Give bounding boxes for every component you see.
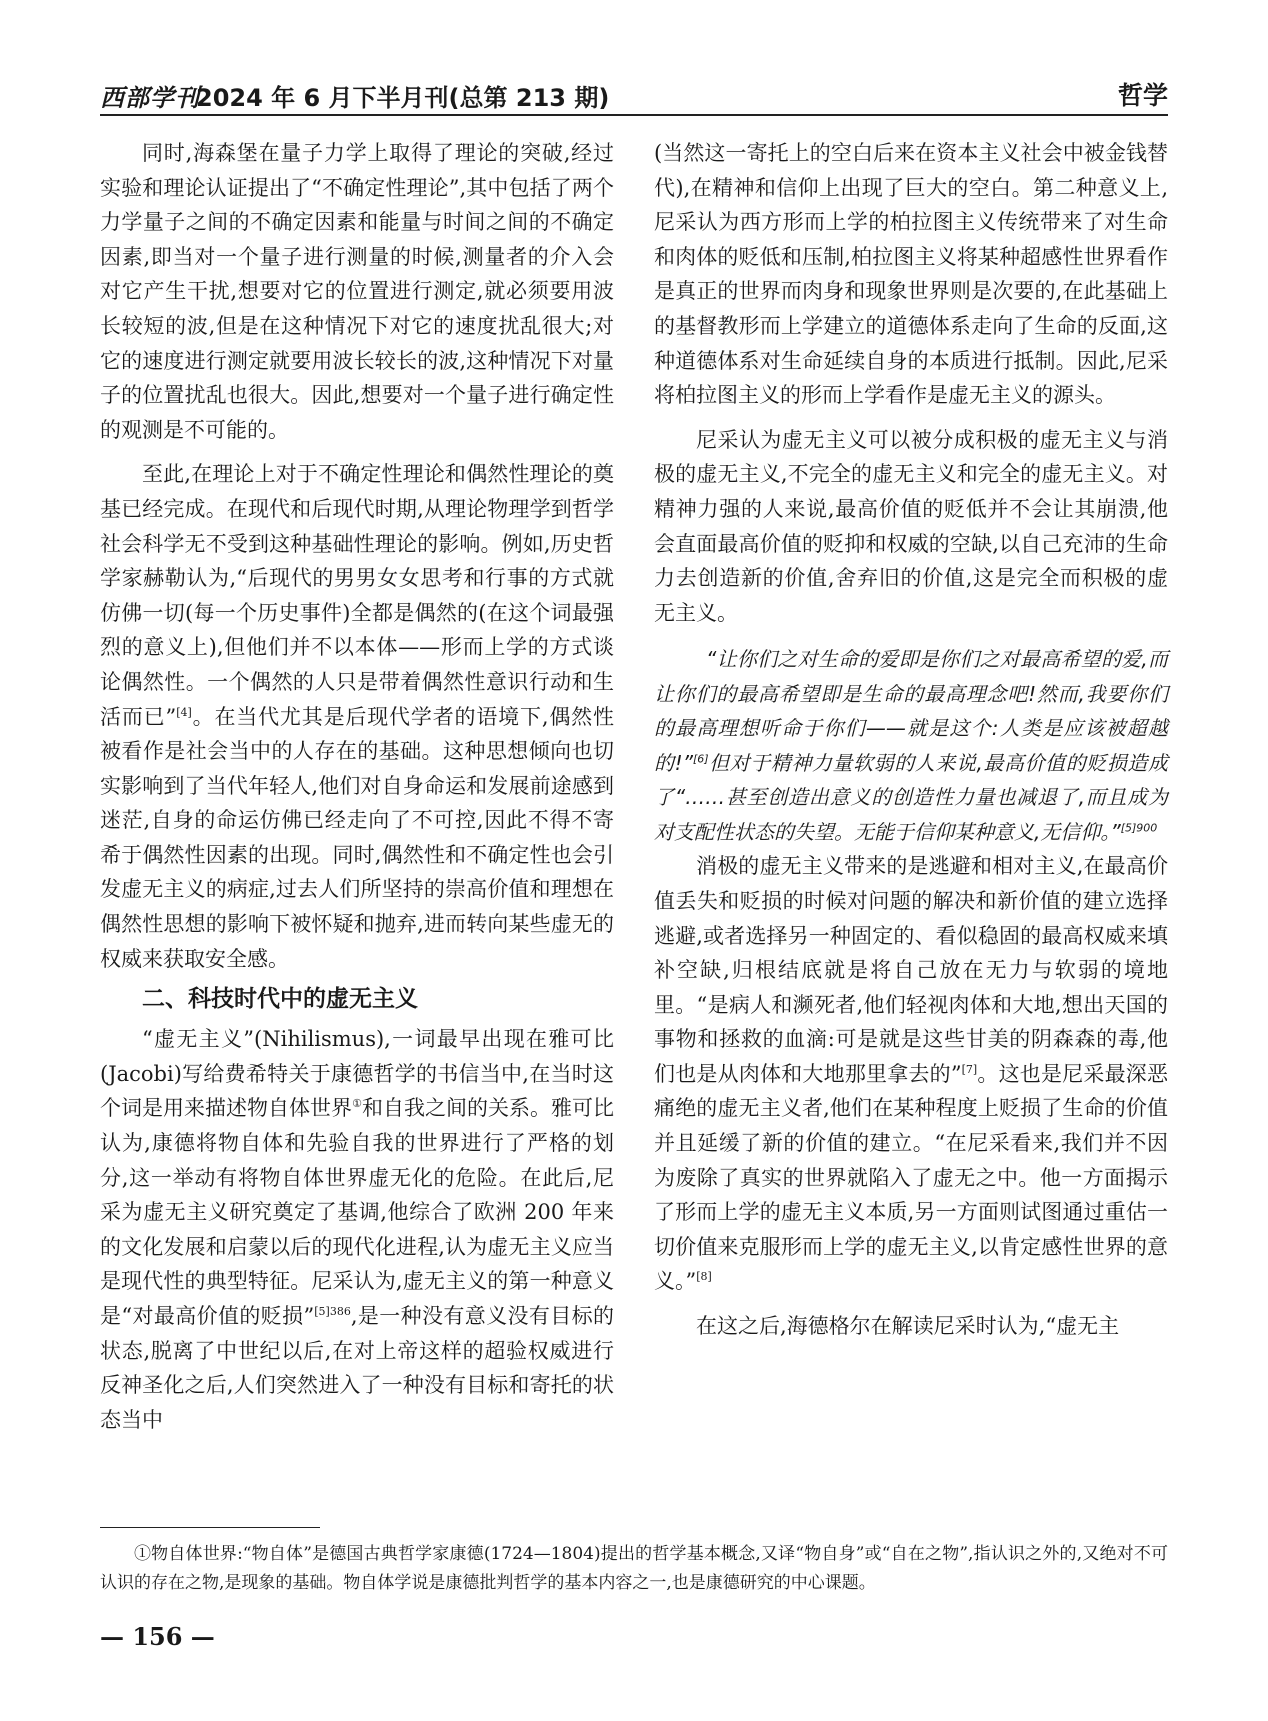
paragraph-text: 消极的虚无主义带来的是逃避和相对主义,在最高价值丢失和贬损的时候对问题的解决和新价值的建立选择逃避,或者选择另一种固定的、看似稳固的最高权威来填补空缺,归根结底就是将自己放在无力与软弱的境地里。“是病人和濒死者,他们轻视肉体和大地,想出天国的事物和拯救的血滴:可是就是这些甘美的阴森森的毒,他们也是从肉体和大地那里拿去的” <box>654 854 1168 1086</box>
paragraph-active-nihilism <box>654 423 1168 631</box>
paragraph-text: ,是一种没有意义没有目标的状态,脱离了中世纪以后,在对上帝这样的超验权威进行反神圣化之后,人们突然进入了一种没有目标和寄托的状态当中 <box>100 1304 614 1432</box>
citation-ref: [5]900 <box>1120 821 1158 835</box>
paragraph-contingency <box>100 457 614 976</box>
paragraph-text: 尼采认为虚无主义可以被分成积极的虚无主义与消极的虚无主义,不完全的虚无主义和完全的虚无主义。对精神力强的人来说,最高价值的贬低并不会让其崩溃,他会直面最高价值的贬抑和权威的空缺,以自己充沛的生命力去创造新的价值,舍弃旧的价值,这是完全而积极的虚无主义。 <box>654 427 1168 625</box>
paragraph-text: 同时,海森堡在量子力学上取得了理论的突破,经过实验和理论认证提出了“不确定性理论”,其中包括了两个力学量子之间的不确定因素和能量与时间之间的不确定因素,即当对一个量子进行测量的时候,测量者的介入会对它产生干扰,想要对它的位置进行测定,就必须要用波长较短的波,但是在这种情况下对它的速度扰乱很大;对它的速度进行测定就要用波长较长的波,这种情况下对量子的位置扰乱也很大。因此,想要对一个量子进行确定性的观测是不可能的。 <box>100 141 614 442</box>
paragraph-text: 。在当代尤其是后现代学者的语境下,偶然性被看作是社会当中的人存在的基础。这种思想倾向也切实影响到了当代年轻人,他们对自身命运和发展前途感到迷茫,自身的命运仿佛已经走向了不可控,因此不得不寄希于偶然性因素的出现。同时,偶然性和不确定性也会引发虚无主义的病症,过去人们所坚持的崇高价值和理想在偶然性思想的影响下被怀疑和抛弃,进而转向某些虚无的权威来获取安全感。 <box>100 704 614 971</box>
paragraph-text: “虚无主义”(Nihilismus),一词最早出现在雅可比(Jacobi)写给费希特关于康德哲学的书信当中,在当时这个词是用来描述物自体世界 <box>100 1027 614 1121</box>
paragraph-text: 在这之后,海德格尔在解读尼采时认为,“虚无主 <box>696 1314 1120 1339</box>
paragraph-heidegger <box>654 1309 1168 1344</box>
issue-info: 2024 年 6 月下半月刊(总第 213 期) <box>196 84 610 112</box>
right-column <box>654 136 1168 1344</box>
paragraph-passive-nihilism <box>654 849 1168 1299</box>
quote-text: “让你们之对生命的爱即是你们之对最高希望的爱,而让你们的最高希望即是生命的最高理念吧!然而,我要你们的最高理想听命于你们——就是这个:人类是应该被超越的!” <box>654 647 1168 775</box>
footnote-rule <box>100 1527 320 1528</box>
paragraph-text: (当然这一寄托上的空白后来在资本主义社会中被金钱替代),在精神和信仰上出现了巨大的空白。第二种意义上,尼采认为西方形而上学的柏拉图主义传统带来了对生命和肉体的贬低和压制,柏拉图主义将某种超感性世界看作是真正的世界而肉身和现象世界则是次要的,在此基础上的基督教形而上学建立的道德体系走向了生命的反面,这种道德体系对生命延续自身的本质进行抵制。因此,尼采将柏拉图主义的形而上学看作是虚无主义的源头。 <box>654 141 1168 408</box>
paragraph-text: 。这也是尼采最深恶痛绝的虚无主义者,他们在某种程度上贬损了生命的价值并且延缓了新的价值的建立。“在尼采看来,我们并不因为废除了真实的世界就陷入了虚无之中。他一方面揭示了形而上学的虚无主义本质,另一方面则试图通过重估一切价值来克服形而上学的虚无主义,以肯定感性世界的意义。” <box>654 1061 1168 1294</box>
citation-ref: [5]386 <box>314 1305 351 1318</box>
paragraph-uncertainty <box>100 136 614 447</box>
header-rule <box>100 114 1168 116</box>
quote-text: 但对于精神力量软弱的人来说,最高价值的贬损造成了“……甚至创造出意义的创造性力量也减退了,而且成为对支配性状态的失望。无能于信仰某种意义,无信仰。” <box>654 750 1168 844</box>
paragraph-text: 和自我之间的关系。雅可比认为,康德将物自体和先验自我的世界进行了严格的划分,这一举动有将物自体世界虚无化的危险。在此后,尼采为虚无主义研究奠定了基调,他综合了欧洲 200 年来的文化发展和启蒙以后的现代化进程,认为虚无主义应当是现代性的典型特征。尼采认为,虚无主义的第一种意义是“对最高价值的贬损” <box>100 1096 614 1328</box>
paragraph-text: 至此,在理论上对于不确定性理论和偶然性理论的奠基已经完成。在现代和后现代时期,从理论物理学到哲学社会科学无不受到这种基础性理论的影响。例如,历史哲学家赫勒认为,“后现代的男男女女思考和行事的方式就仿佛一切(每一个历史事件)全都是偶然的(在这个词最强烈的意义上),但他们并不以本体——形而上学的方式谈论偶然性。一个偶然的人只是带着偶然性意识行动和生活而已” <box>100 462 614 729</box>
block-quote <box>654 642 1168 849</box>
citation-ref: [4] <box>176 705 192 719</box>
footnote: ①物自体世界:“物自体”是德国古典哲学家康德(1724—1804)提出的哲学基本概念,又译“物自身”或“自在之物”,指认识之外的,又绝对不可认识的存在之物,是现象的基础。物自体学说是康德批判哲学的基本内容之一,也是康德研究的中心课题。 <box>100 1544 1168 1593</box>
journal-logo: 西部学刊 <box>100 83 200 112</box>
citation-ref: [7] <box>961 1062 978 1076</box>
footnote-marker: ① <box>352 1097 362 1111</box>
citation-ref: [8] <box>696 1270 712 1284</box>
paragraph-nihilism-origin <box>100 1022 614 1437</box>
page-header <box>100 76 1168 110</box>
section-heading: 二、科技时代中的虚无主义 <box>142 986 418 1013</box>
left-column <box>100 136 614 1437</box>
page-number: — 156 — <box>100 1622 215 1651</box>
citation-ref: [6] <box>692 752 709 766</box>
paragraph-continued <box>654 136 1168 413</box>
section-tag: 哲学 <box>1117 81 1168 110</box>
